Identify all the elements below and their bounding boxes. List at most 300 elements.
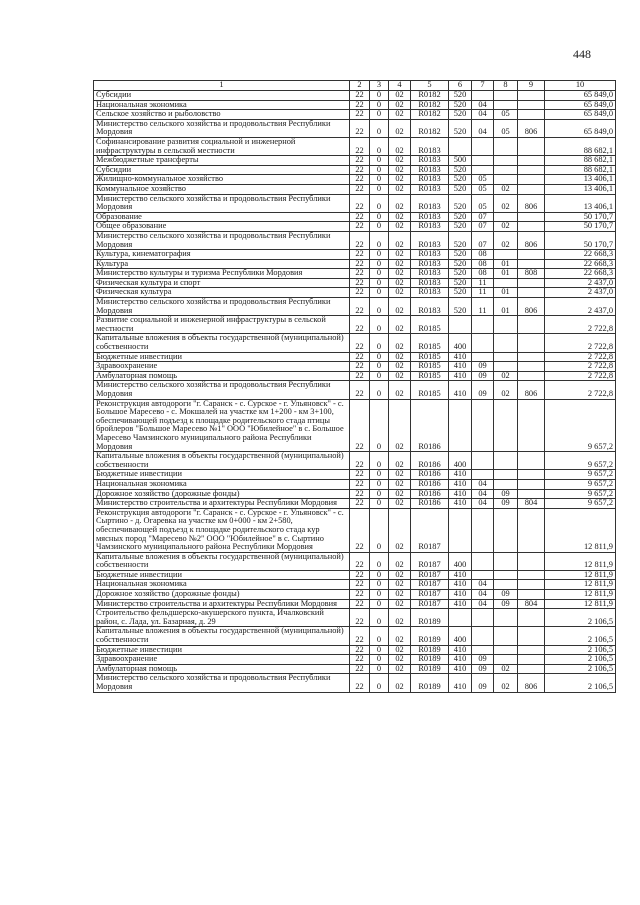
cell-ministry-code [518,259,545,269]
cell-section [472,137,494,155]
table-row [94,371,616,381]
cell-amount: 65 849,0 [545,110,616,120]
cell-row-name: Бюджетные инвестиции [94,470,350,480]
cell-expense-type: 410 [449,674,472,692]
cell-target-code: R0189 [411,609,449,627]
cell-target-code: R0185 [411,362,449,372]
cell-subsection: 01 [494,269,518,279]
cell-code-col-3: 0 [370,212,389,222]
cell-row-name: Бюджетные инвестиции [94,645,350,655]
cell-code-col-2: 22 [350,362,370,372]
table-row [94,609,616,627]
cell-subsection [494,570,518,580]
cell-ministry-code [518,156,545,166]
cell-row-name: Капитальные вложения в объекты государственной (муниципальной) собственности [94,452,350,470]
cell-target-code: R0189 [411,645,449,655]
cell-code-col-4: 02 [389,137,411,155]
cell-row-name: Культура, кинематография [94,250,350,260]
cell-row-name: Министерство сельского хозяйства и продовольствия Республики Мордовия [94,119,350,137]
cell-row-name: Бюджетные инвестиции [94,352,350,362]
cell-code-col-2: 22 [350,674,370,692]
table-row [94,627,616,645]
cell-row-name: Дорожное хозяйство (дорожные фонды) [94,590,350,600]
cell-expense-type: 520 [449,222,472,232]
cell-ministry-code: 804 [518,499,545,509]
cell-code-col-4: 02 [389,664,411,674]
cell-section: 04 [472,479,494,489]
cell-subsection: 02 [494,381,518,399]
cell-row-name: Реконструкция автодороги "г. Саранск - с. Сурское - г. Ульяновск" - с. Большое Маресево - с. Мокшалей на участке км 1+200 - км 3+100, обеспечивающей подъезд к площадке родительского стада птицы бройлеров "Большое Маресево №1" ООО "Юбилейное" в с. Большое Маресево Чамзинского муниципального района Республики Мордовия [94,399,350,452]
table-header-row [94,81,616,91]
table-row [94,298,616,316]
cell-amount: 2 722,8 [545,316,616,334]
cell-amount: 50 170,7 [545,222,616,232]
cell-row-name: Капитальные вложения в объекты государственной (муниципальной) собственности [94,552,350,570]
cell-ministry-code [518,100,545,110]
cell-code-col-4: 02 [389,100,411,110]
cell-subsection: 02 [494,371,518,381]
cell-row-name: Министерство сельского хозяйства и продовольствия Республики Мордовия [94,674,350,692]
cell-target-code: R0183 [411,212,449,222]
table-row [94,590,616,600]
table-row [94,362,616,372]
cell-code-col-2: 22 [350,298,370,316]
cell-target-code: R0183 [411,288,449,298]
cell-ministry-code [518,570,545,580]
cell-expense-type [449,137,472,155]
cell-amount: 65 849,0 [545,119,616,137]
column-header: 8 [494,81,518,91]
cell-code-col-3: 0 [370,655,389,665]
table-row [94,259,616,269]
cell-subsection [494,399,518,452]
cell-amount: 9 657,2 [545,499,616,509]
cell-ministry-code [518,489,545,499]
table-row [94,489,616,499]
cell-target-code: R0183 [411,298,449,316]
cell-section [472,552,494,570]
cell-section [472,452,494,470]
table-row [94,212,616,222]
cell-subsection [494,334,518,352]
cell-row-name: Министерство культуры и туризма Республики Мордовия [94,269,350,279]
cell-code-col-4: 02 [389,231,411,249]
table-row [94,334,616,352]
cell-ministry-code: 806 [518,119,545,137]
cell-section: 11 [472,278,494,288]
cell-subsection [494,137,518,155]
cell-code-col-2: 22 [350,552,370,570]
column-header: 4 [389,81,411,91]
column-header: 9 [518,81,545,91]
cell-subsection [494,508,518,552]
cell-code-col-4: 02 [389,508,411,552]
cell-section: 04 [472,599,494,609]
cell-expense-type [449,609,472,627]
cell-subsection [494,352,518,362]
cell-subsection [494,470,518,480]
cell-code-col-2: 22 [350,165,370,175]
cell-code-col-4: 02 [389,175,411,185]
table-row [94,175,616,185]
cell-code-col-3: 0 [370,119,389,137]
cell-section: 11 [472,288,494,298]
cell-section [472,609,494,627]
cell-code-col-4: 02 [389,674,411,692]
cell-amount: 88 682,1 [545,137,616,155]
cell-code-col-3: 0 [370,508,389,552]
cell-target-code: R0182 [411,119,449,137]
table-row [94,645,616,655]
cell-section: 04 [472,580,494,590]
cell-ministry-code [518,165,545,175]
cell-code-col-2: 22 [350,269,370,279]
cell-code-col-4: 02 [389,645,411,655]
cell-code-col-2: 22 [350,175,370,185]
cell-code-col-3: 0 [370,231,389,249]
cell-expense-type: 520 [449,91,472,101]
cell-code-col-3: 0 [370,165,389,175]
cell-subsection [494,100,518,110]
cell-row-name: Сельское хозяйство и рыболовство [94,110,350,120]
table-row [94,184,616,194]
cell-amount: 2 106,5 [545,655,616,665]
cell-ministry-code [518,137,545,155]
cell-code-col-3: 0 [370,627,389,645]
cell-code-col-3: 0 [370,269,389,279]
cell-code-col-2: 22 [350,399,370,452]
cell-code-col-2: 22 [350,259,370,269]
cell-subsection [494,479,518,489]
cell-ministry-code [518,452,545,470]
cell-code-col-3: 0 [370,371,389,381]
cell-code-col-4: 02 [389,499,411,509]
cell-row-name: Министерство сельского хозяйства и продовольствия Республики Мордовия [94,298,350,316]
cell-amount: 2 722,8 [545,334,616,352]
cell-expense-type: 410 [449,599,472,609]
cell-subsection [494,278,518,288]
cell-code-col-3: 0 [370,222,389,232]
cell-subsection: 09 [494,590,518,600]
cell-amount: 9 657,2 [545,489,616,499]
cell-code-col-3: 0 [370,352,389,362]
cell-amount: 2 722,8 [545,352,616,362]
cell-amount: 9 657,2 [545,399,616,452]
cell-code-col-2: 22 [350,334,370,352]
cell-code-col-2: 22 [350,479,370,489]
cell-expense-type: 520 [449,194,472,212]
cell-expense-type: 520 [449,119,472,137]
cell-amount: 50 170,7 [545,231,616,249]
cell-ministry-code [518,655,545,665]
cell-target-code: R0183 [411,269,449,279]
cell-target-code: R0186 [411,499,449,509]
table-row [94,499,616,509]
cell-amount: 9 657,2 [545,470,616,480]
table-row [94,165,616,175]
cell-amount: 2 106,5 [545,674,616,692]
cell-code-col-3: 0 [370,609,389,627]
cell-code-col-2: 22 [350,288,370,298]
cell-amount: 2 106,5 [545,609,616,627]
cell-row-name: Дорожное хозяйство (дорожные фонды) [94,489,350,499]
cell-subsection [494,609,518,627]
cell-code-col-4: 02 [389,570,411,580]
cell-ministry-code: 806 [518,298,545,316]
table-row [94,470,616,480]
cell-target-code: R0183 [411,184,449,194]
cell-expense-type: 520 [449,184,472,194]
cell-code-col-2: 22 [350,664,370,674]
cell-target-code: R0187 [411,590,449,600]
table-row [94,479,616,489]
cell-expense-type: 520 [449,298,472,316]
cell-expense-type: 410 [449,580,472,590]
cell-code-col-2: 22 [350,137,370,155]
cell-subsection [494,165,518,175]
cell-code-col-3: 0 [370,288,389,298]
cell-expense-type: 410 [449,499,472,509]
cell-code-col-3: 0 [370,194,389,212]
cell-code-col-4: 02 [389,371,411,381]
cell-subsection [494,655,518,665]
cell-amount: 9 657,2 [545,452,616,470]
cell-row-name: Капитальные вложения в объекты государственной (муниципальной) собственности [94,627,350,645]
cell-subsection [494,175,518,185]
cell-expense-type: 410 [449,479,472,489]
cell-subsection: 05 [494,119,518,137]
cell-row-name: Культура [94,259,350,269]
cell-code-col-2: 22 [350,590,370,600]
cell-code-col-2: 22 [350,212,370,222]
cell-section: 04 [472,590,494,600]
cell-code-col-4: 02 [389,119,411,137]
cell-amount: 88 682,1 [545,165,616,175]
cell-subsection: 02 [494,184,518,194]
cell-ministry-code [518,508,545,552]
cell-section: 11 [472,298,494,316]
table-row [94,137,616,155]
cell-expense-type: 410 [449,470,472,480]
table-row [94,399,616,452]
cell-code-col-2: 22 [350,645,370,655]
cell-expense-type: 520 [449,212,472,222]
cell-row-name: Физическая культура и спорт [94,278,350,288]
cell-amount: 13 406,1 [545,194,616,212]
cell-section [472,645,494,655]
cell-code-col-4: 02 [389,552,411,570]
cell-code-col-2: 22 [350,609,370,627]
cell-section: 07 [472,222,494,232]
cell-ministry-code [518,91,545,101]
cell-section [472,508,494,552]
cell-amount: 12 811,9 [545,599,616,609]
cell-amount: 12 811,9 [545,590,616,600]
cell-code-col-3: 0 [370,674,389,692]
cell-amount: 2 437,0 [545,288,616,298]
cell-code-col-3: 0 [370,259,389,269]
cell-code-col-2: 22 [350,91,370,101]
cell-row-name: Национальная экономика [94,580,350,590]
cell-target-code: R0187 [411,508,449,552]
cell-ministry-code [518,212,545,222]
cell-code-col-4: 02 [389,609,411,627]
cell-code-col-3: 0 [370,250,389,260]
cell-row-name: Министерство строительства и архитектуры Республики Мордовия [94,499,350,509]
cell-section: 07 [472,231,494,249]
cell-expense-type: 520 [449,175,472,185]
cell-section [472,334,494,352]
cell-amount: 2 437,0 [545,278,616,288]
cell-row-name: Здравоохранение [94,362,350,372]
cell-expense-type: 410 [449,381,472,399]
cell-ministry-code [518,184,545,194]
cell-code-col-4: 02 [389,212,411,222]
cell-code-col-3: 0 [370,91,389,101]
cell-amount: 12 811,9 [545,570,616,580]
cell-ministry-code: 806 [518,381,545,399]
cell-code-col-4: 02 [389,580,411,590]
cell-code-col-2: 22 [350,489,370,499]
cell-ministry-code [518,352,545,362]
cell-amount: 22 668,3 [545,269,616,279]
cell-target-code: R0186 [411,452,449,470]
cell-target-code: R0183 [411,259,449,269]
cell-target-code: R0186 [411,470,449,480]
cell-code-col-3: 0 [370,184,389,194]
cell-subsection: 02 [494,664,518,674]
cell-code-col-3: 0 [370,570,389,580]
cell-code-col-3: 0 [370,278,389,288]
cell-code-col-3: 0 [370,100,389,110]
cell-subsection: 09 [494,489,518,499]
cell-target-code: R0187 [411,580,449,590]
cell-expense-type [449,508,472,552]
cell-row-name: Межбюджетные трансферты [94,156,350,166]
cell-ministry-code [518,222,545,232]
cell-code-col-4: 02 [389,599,411,609]
table-row [94,381,616,399]
table-row [94,599,616,609]
column-header: 2 [350,81,370,91]
cell-row-name: Министерство сельского хозяйства и продовольствия Республики Мордовия [94,231,350,249]
cell-amount: 13 406,1 [545,184,616,194]
cell-section: 05 [472,184,494,194]
cell-target-code: R0189 [411,655,449,665]
column-header: 7 [472,81,494,91]
cell-subsection [494,580,518,590]
cell-code-col-4: 02 [389,452,411,470]
cell-target-code: R0189 [411,664,449,674]
cell-code-col-4: 02 [389,91,411,101]
cell-row-name: Министерство строительства и архитектуры Республики Мордовия [94,599,350,609]
table-row [94,278,616,288]
cell-code-col-2: 22 [350,100,370,110]
cell-code-col-4: 02 [389,194,411,212]
cell-code-col-4: 02 [389,470,411,480]
cell-target-code: R0185 [411,371,449,381]
cell-code-col-3: 0 [370,552,389,570]
cell-expense-type: 520 [449,231,472,249]
cell-row-name: Коммунальное хозяйство [94,184,350,194]
table-body [94,91,616,693]
cell-ministry-code [518,334,545,352]
cell-section: 08 [472,250,494,260]
cell-expense-type: 410 [449,489,472,499]
cell-target-code: R0185 [411,316,449,334]
cell-target-code: R0183 [411,137,449,155]
cell-code-col-3: 0 [370,381,389,399]
cell-code-col-2: 22 [350,655,370,665]
cell-expense-type: 400 [449,334,472,352]
cell-code-col-2: 22 [350,627,370,645]
cell-code-col-2: 22 [350,278,370,288]
cell-code-col-2: 22 [350,452,370,470]
cell-section: 05 [472,175,494,185]
cell-expense-type: 410 [449,590,472,600]
cell-target-code: R0187 [411,599,449,609]
cell-section: 08 [472,269,494,279]
cell-code-col-3: 0 [370,298,389,316]
cell-target-code: R0183 [411,278,449,288]
cell-ministry-code [518,664,545,674]
cell-row-name: Национальная экономика [94,479,350,489]
cell-target-code: R0182 [411,110,449,120]
cell-ministry-code: 806 [518,231,545,249]
cell-ministry-code [518,645,545,655]
cell-code-col-2: 22 [350,381,370,399]
cell-ministry-code [518,552,545,570]
cell-subsection: 02 [494,231,518,249]
cell-code-col-3: 0 [370,580,389,590]
table-row [94,222,616,232]
cell-code-col-2: 22 [350,222,370,232]
cell-code-col-4: 02 [389,352,411,362]
cell-expense-type: 400 [449,552,472,570]
cell-row-name: Общее образование [94,222,350,232]
cell-expense-type: 500 [449,156,472,166]
cell-amount: 12 811,9 [545,508,616,552]
cell-code-col-3: 0 [370,599,389,609]
cell-expense-type: 520 [449,269,472,279]
cell-ministry-code [518,627,545,645]
cell-code-col-3: 0 [370,175,389,185]
cell-target-code: R0183 [411,194,449,212]
cell-code-col-3: 0 [370,399,389,452]
cell-amount: 13 406,1 [545,175,616,185]
table-row [94,119,616,137]
table-row [94,552,616,570]
budget-table [93,80,616,693]
cell-section: 09 [472,674,494,692]
cell-expense-type: 520 [449,110,472,120]
cell-ministry-code [518,175,545,185]
cell-amount: 2 722,8 [545,371,616,381]
cell-code-col-2: 22 [350,119,370,137]
cell-target-code: R0186 [411,399,449,452]
cell-expense-type: 400 [449,627,472,645]
cell-code-col-4: 02 [389,278,411,288]
cell-expense-type [449,399,472,452]
cell-ministry-code [518,371,545,381]
cell-section [472,316,494,334]
cell-target-code: R0187 [411,570,449,580]
cell-subsection [494,156,518,166]
cell-row-name: Жилищно-коммунальное хозяйство [94,175,350,185]
cell-expense-type: 520 [449,278,472,288]
cell-section [472,399,494,452]
cell-subsection [494,91,518,101]
